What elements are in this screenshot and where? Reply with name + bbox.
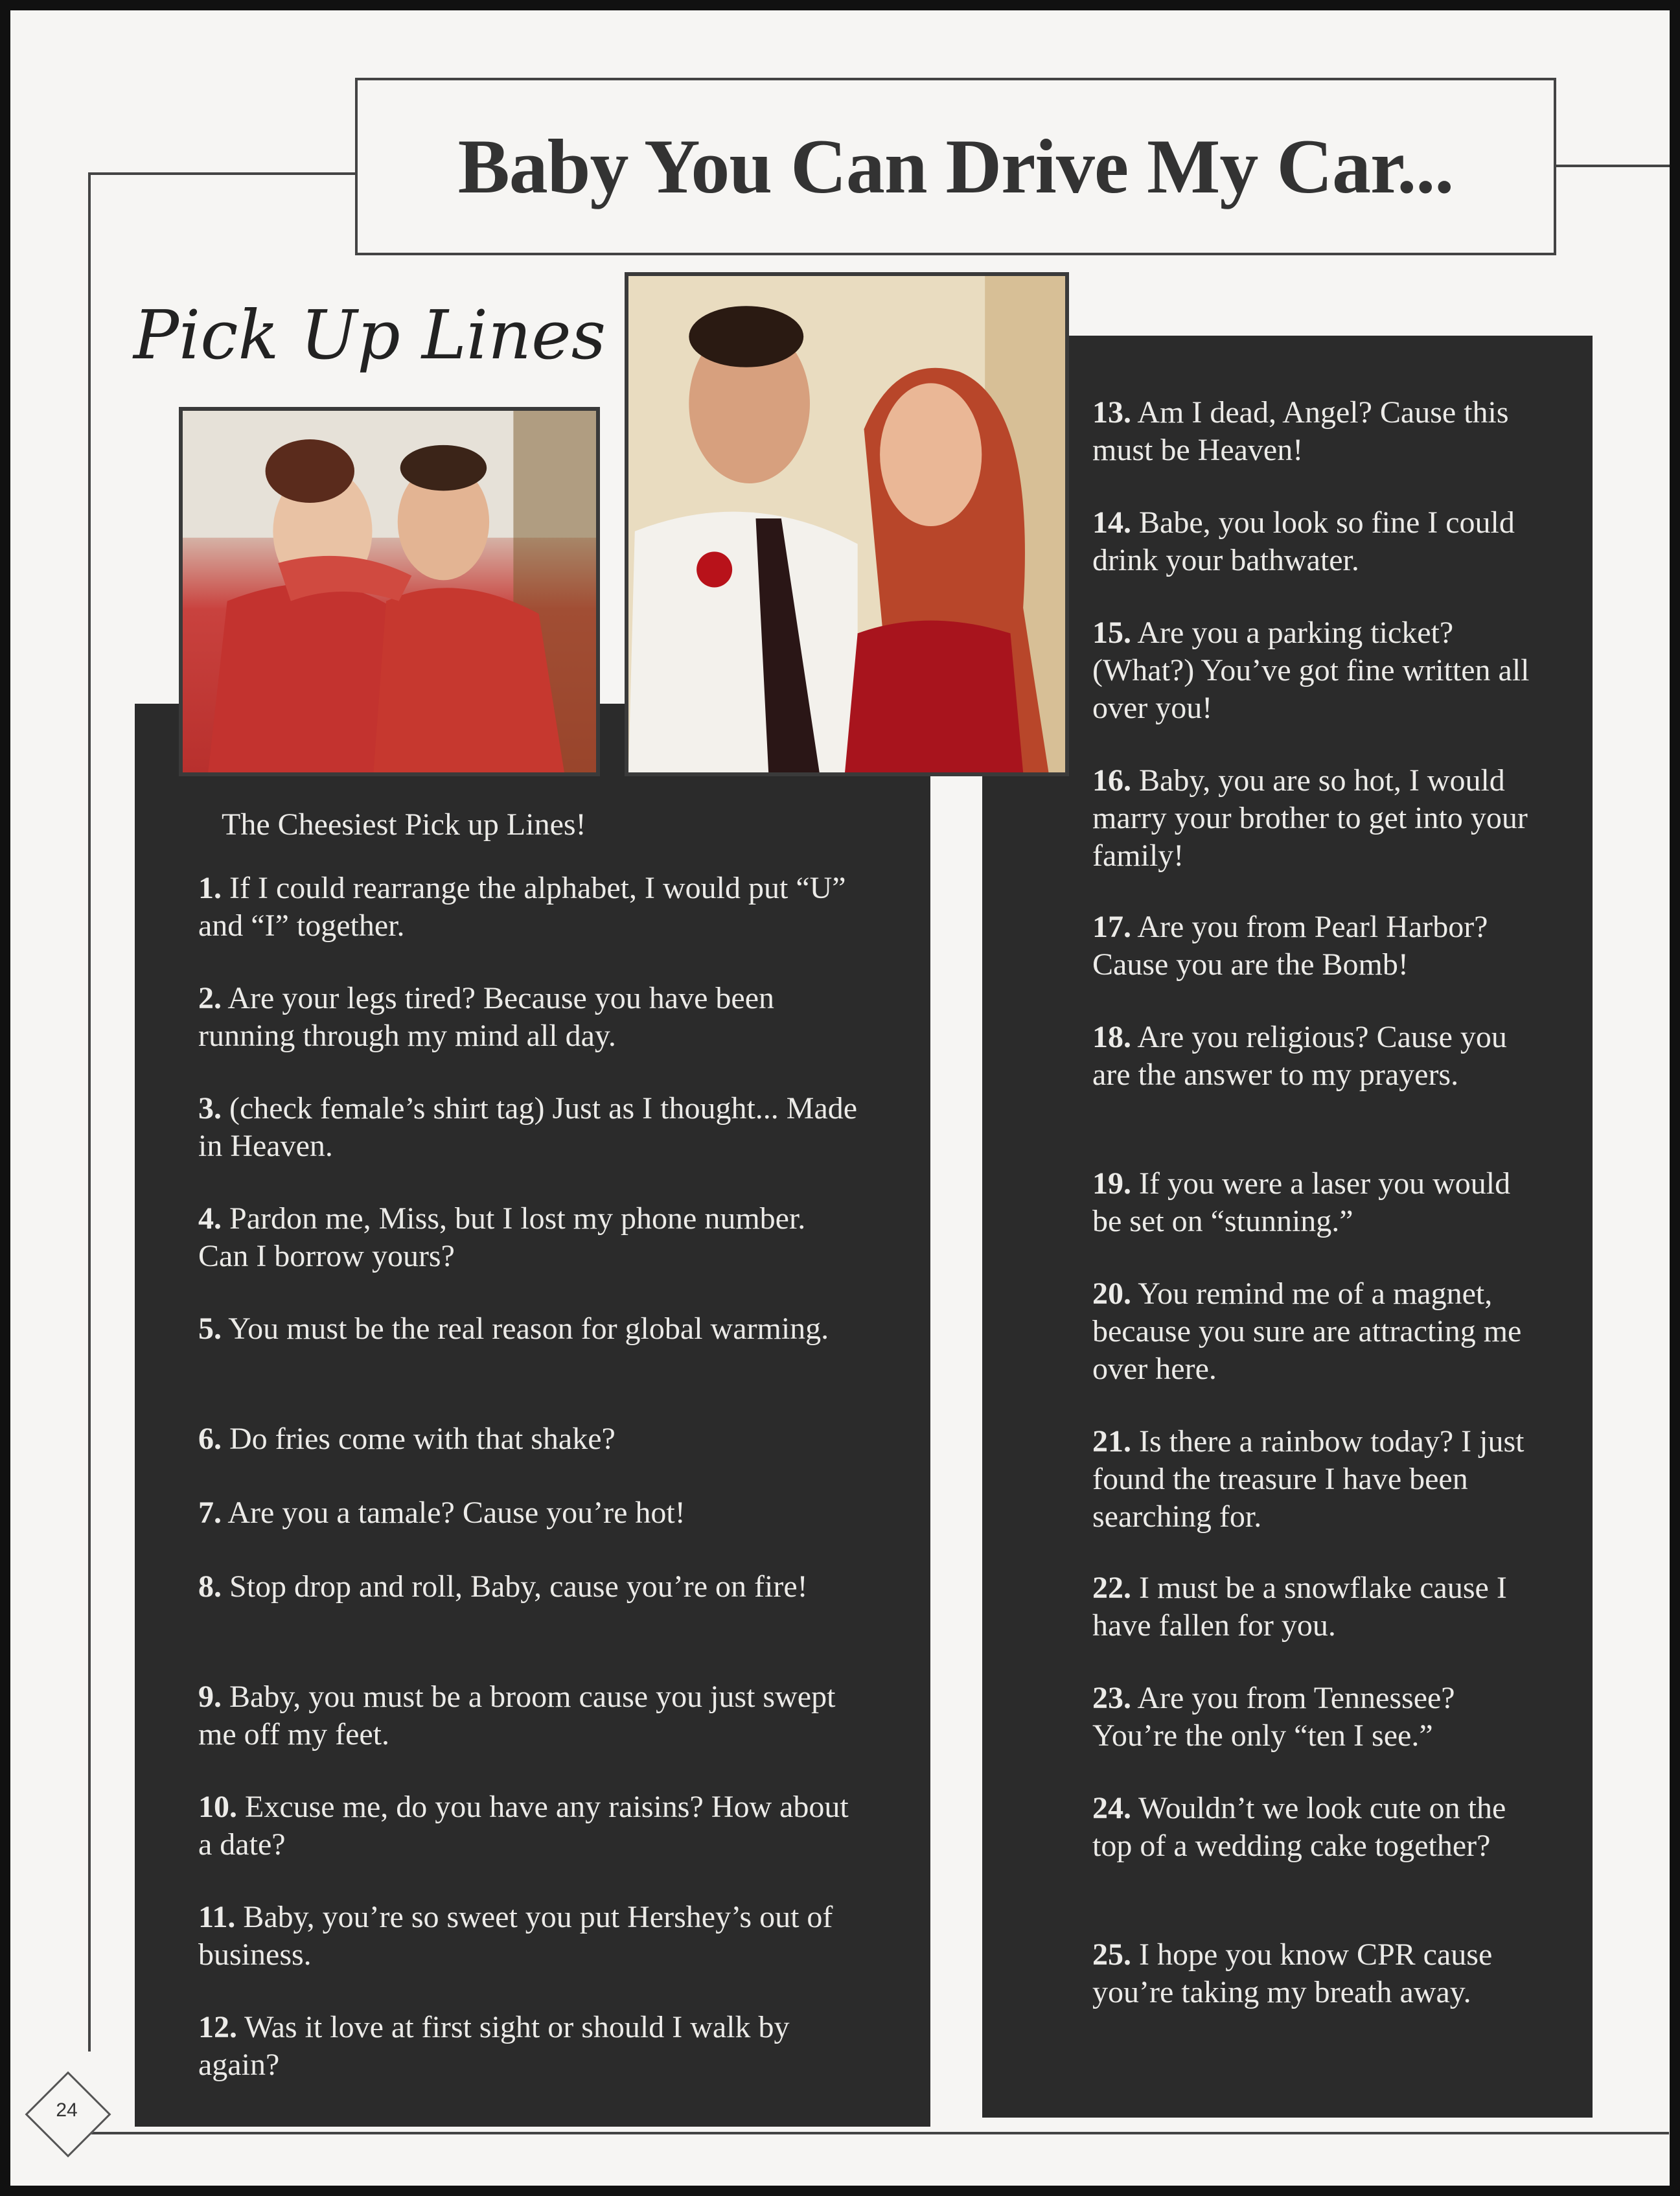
list-item: 19. If you were a laser you would be set on “stunning.” [1092, 1166, 1511, 1238]
list-item: 25. I hope you know CPR cause you’re taking my breath away. [1092, 1937, 1493, 2009]
page-title: Baby You Can Drive My Car... [457, 123, 1454, 209]
list-subhead: The Cheesiest Pick up Lines! [222, 807, 586, 842]
list-item: 16. Baby, you are so hot, I would marry your brother to get into your family! [1092, 763, 1528, 873]
frame-line-left [88, 172, 91, 2052]
frame-line-top-left [88, 172, 367, 175]
list-item: 22. I must be a snowflake cause I have fallen for you. [1092, 1571, 1507, 1643]
photo-couple-formal [625, 272, 1069, 776]
list-item: 11. Baby, you’re so sweet you put Hershey’s out of business. [198, 1900, 833, 1972]
photo-couple-formal-image [628, 276, 1065, 772]
list-item: 2. Are your legs tired? Because you have been running through my mind all day. [198, 981, 775, 1053]
frame-line-top-right [1556, 165, 1670, 167]
list-item: 6. Do fries come with that shake? [198, 1422, 616, 1456]
frame-line-bottom [88, 2132, 1669, 2134]
photo-couple-red-shirts [179, 407, 600, 776]
list-item: 1. If I could rearrange the alphabet, I would put “U” and “I” together. [198, 871, 846, 943]
yearbook-page [10, 10, 1670, 2186]
section-title: Pick Up Lines [133, 295, 606, 375]
list-item: 17. Are you from Pearl Harbor? Cause you are the Bomb! [1092, 910, 1488, 982]
list-item: 20. You remind me of a magnet, because you sure are attracting me over here. [1092, 1277, 1522, 1386]
list-item: 4. Pardon me, Miss, but I lost my phone number. Can I borrow yours? [198, 1201, 806, 1273]
photo-couple-red-shirts-image [183, 411, 596, 772]
list-item: 5. You must be the real reason for global warming. [198, 1312, 829, 1346]
title-box [355, 78, 1556, 255]
list-item: 3. (check female’s shirt tag) Just as I thought... Made in Heaven. [198, 1091, 858, 1163]
list-item: 10. Excuse me, do you have any raisins? How about a date? [198, 1790, 849, 1862]
list-item: 7. Are you a tamale? Cause you’re hot! [198, 1496, 685, 1530]
list-item: 23. Are you from Tennessee? You’re the only “ten I see.” [1092, 1681, 1455, 1753]
list-item: 24. Wouldn’t we look cute on the top of a wedding cake together? [1092, 1791, 1506, 1863]
page-number: 24 [56, 2099, 78, 2121]
list-item: 14. Babe, you look so fine I could drink your bathwater. [1092, 505, 1515, 577]
list-item: 13. Am I dead, Angel? Cause this must be Heaven! [1092, 395, 1509, 467]
list-item: 15. Are you a parking ticket? (What?) You’ve got fine written all over you! [1092, 616, 1530, 725]
list-item: 18. Are you religious? Cause you are the answer to my prayers. [1092, 1020, 1507, 1092]
list-item: 21. Is there a rainbow today? I just found the treasure I have been searching for. [1092, 1424, 1525, 1534]
list-item: 9. Baby, you must be a broom cause you just swept me off my feet. [198, 1680, 836, 1751]
list-item: 12. Was it love at first sight or should I walk by again? [198, 2010, 790, 2082]
list-item: 8. Stop drop and roll, Baby, cause you’re on fire! [198, 1569, 808, 1604]
